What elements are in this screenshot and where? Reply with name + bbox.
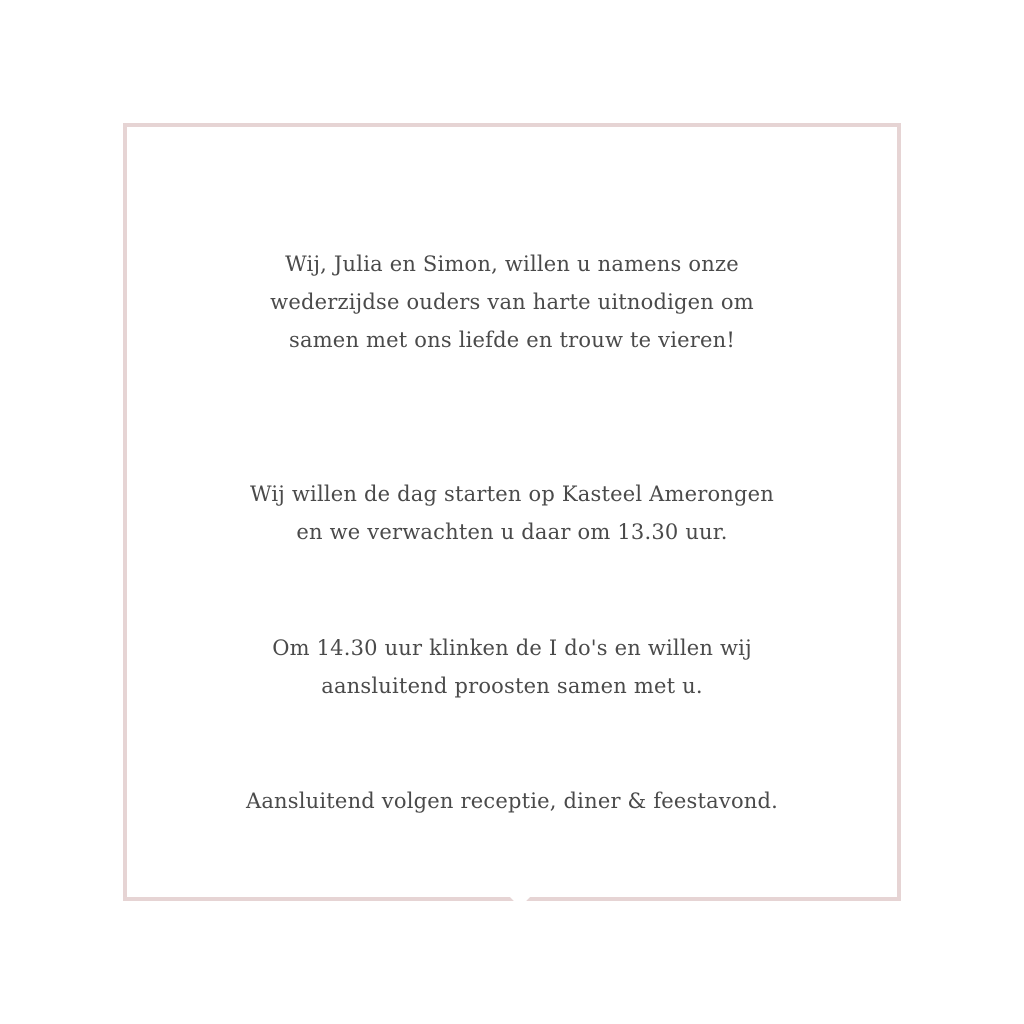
text-line: wederzijdse ouders van harte uitnodigen om — [270, 290, 754, 314]
invitation-paragraph-venue — [0, 475, 1024, 551]
invitation-paragraph-ceremony — [0, 629, 1024, 705]
text-line: aansluitend proosten samen met u. — [321, 674, 703, 698]
text-line: Aansluitend volgen receptie, diner & feestavond. — [245, 789, 779, 813]
text-line: en we verwachten u daar om 13.30 uur. — [296, 520, 728, 544]
invitation-paragraph-program — [0, 782, 1024, 820]
text-line: Wij willen de dag starten op Kasteel Amerongen — [249, 482, 775, 506]
text-line: samen met ons liefde en trouw te vieren! — [289, 328, 735, 352]
text-line: Wij, Julia en Simon, willen u namens onze — [285, 252, 739, 276]
invitation-paragraph-intro — [0, 245, 1024, 359]
text-line: Om 14.30 uur klinken de I do's en willen wij — [272, 636, 752, 660]
